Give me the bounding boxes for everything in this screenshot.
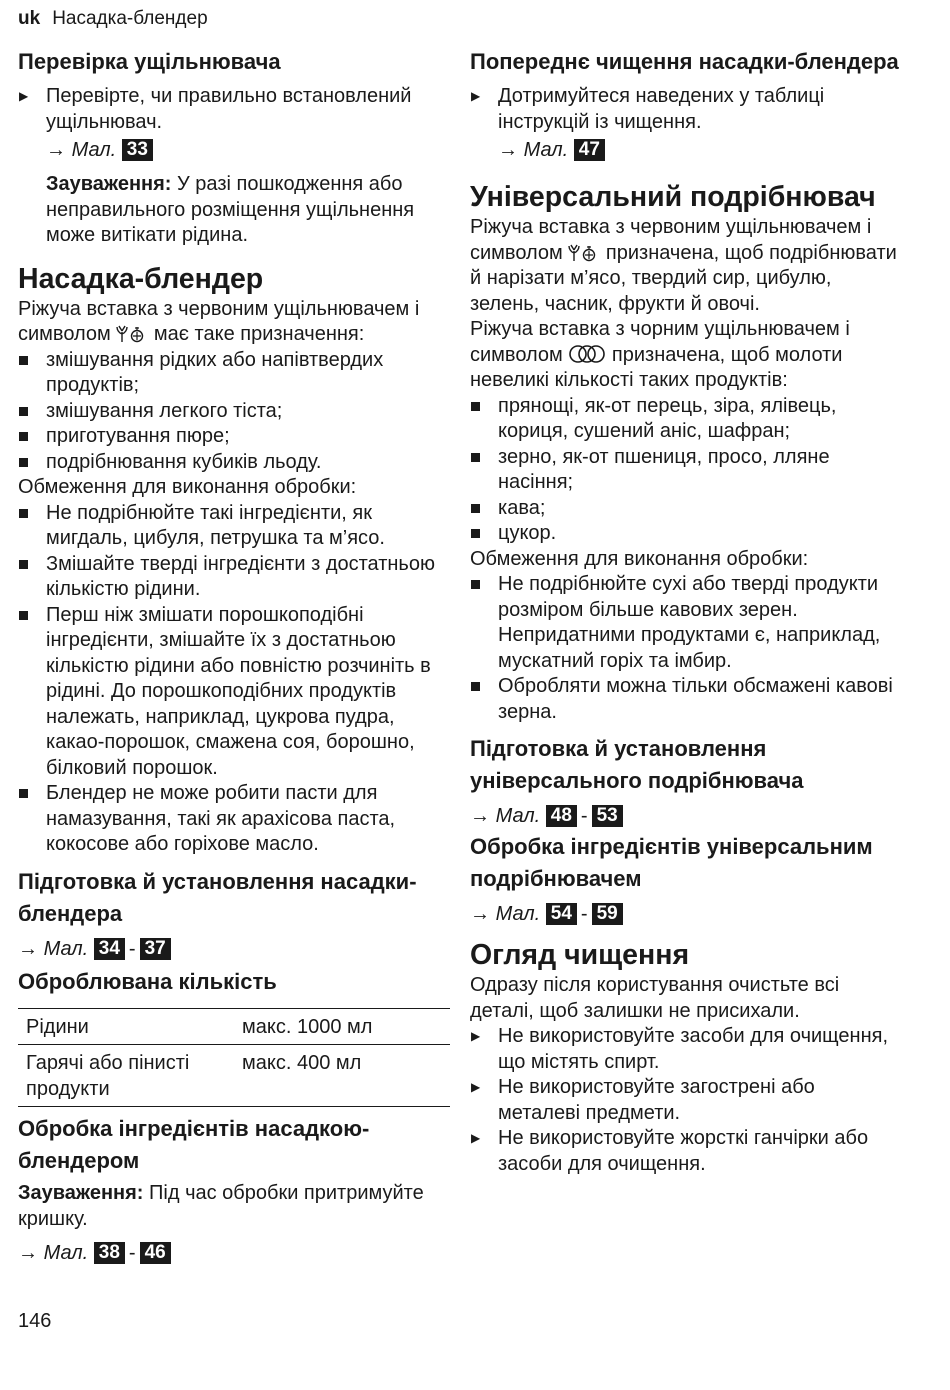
running-header	[18, 8, 208, 30]
square-bullet-icon	[19, 560, 28, 569]
figure-number: 38	[94, 1242, 125, 1264]
header-title: Насадка-блендер	[52, 8, 208, 29]
preclean-heading: Попереднє чищення насадки-блендера	[470, 49, 899, 74]
quantity-table	[18, 1008, 450, 1108]
seal-check-steps	[18, 84, 450, 135]
figure-number: 54	[546, 903, 577, 925]
list-item: ▶ Перевірте, чи правильно встановлений ущільнювач.	[19, 85, 412, 133]
left-column	[18, 46, 450, 1268]
chopper-paragraph-red: Ріжуча вставка з червоним ущільнювачем і символом призначена, щоб подрібнювати й нарізати м’ясо, твердий сир, цибулю, зелень, часник, фрукти й овочі.	[470, 216, 897, 315]
list-item: ▶ Не використовуйте жорсткі ганчірки або засоби для очищення.	[471, 1127, 869, 1175]
figure-number: 47	[574, 139, 605, 161]
square-bullet-icon	[19, 789, 28, 798]
table-cell: Гарячі або пінисті продукти	[26, 1052, 190, 1100]
figure-number: 46	[140, 1242, 171, 1264]
blender-prep-heading: Підготовка й установлення насадки-блендера	[18, 868, 417, 926]
list-item: змішування легкого тіста;	[18, 399, 450, 425]
chopper-prep-heading: Підготовка й установлення універсального подрібнювача	[470, 736, 804, 793]
figure-number: 53	[592, 805, 623, 827]
arrow-bullet-icon: ▶	[19, 89, 29, 103]
square-bullet-icon	[471, 580, 480, 589]
limits-title: Обмеження для виконання обробки:	[470, 547, 809, 570]
list-item: кава;	[470, 496, 902, 522]
list-item: зерно, як-от пшениця, просо, лляне насіння;	[470, 445, 902, 496]
herb-onion-symbol-icon	[568, 244, 600, 262]
list-item: ▶ Не використовуйте засоби для очищення, що містять спирт.	[471, 1025, 888, 1073]
limits-title: Обмеження для виконання обробки:	[18, 476, 357, 498]
figure-number: 33	[122, 139, 153, 161]
list-item: Змішайте тверді інгредієнти з достатньою кількістю рідини.	[18, 552, 450, 603]
figure-reference: → Мал. 33	[46, 135, 450, 165]
square-bullet-icon	[19, 432, 28, 441]
arrow-bullet-icon: ▶	[471, 1131, 481, 1145]
figure-number: 48	[546, 805, 577, 827]
list-item: цукор.	[470, 521, 902, 547]
chopper-heading: Універсальний подрібнювач	[470, 181, 876, 213]
list-item: Обробляти можна тільки обсмажені кавові зерна.	[470, 674, 902, 725]
seal-check-heading: Перевірка ущільнювача	[18, 49, 281, 74]
seal-note: Зауваження: У разі пошкодження або неправильного розміщення ущільнення може витікати рідина.	[46, 173, 415, 246]
arrow-bullet-icon: ▶	[471, 1029, 481, 1043]
quantity-heading: Оброблювана кількість	[18, 968, 277, 994]
figure-number: 59	[592, 903, 623, 925]
page-number: 146	[18, 1310, 52, 1332]
language-code: uk	[18, 8, 41, 29]
square-bullet-icon	[471, 682, 480, 691]
list-item: Не подрібнюйте такі інгредієнти, як мигдаль, цибуля, петрушка та м’ясо.	[18, 501, 450, 552]
table-row	[18, 1008, 450, 1045]
figure-number: 34	[94, 938, 125, 960]
chopper-limits-list	[470, 572, 902, 725]
square-bullet-icon	[19, 611, 28, 620]
right-column	[470, 46, 902, 1177]
table-cell: макс. 400 мл	[242, 1052, 362, 1074]
figure-number: 37	[140, 938, 171, 960]
figure-reference: → Мал. 38 - 46	[18, 1238, 450, 1268]
blender-limits-list	[18, 501, 450, 858]
square-bullet-icon	[19, 356, 28, 365]
arrow-bullet-icon: ▶	[471, 89, 481, 103]
blender-intro: Ріжуча вставка з червоним ущільнювачем і символом має таке призначення:	[18, 297, 420, 345]
figure-reference: → Мал. 48 - 53	[470, 801, 902, 831]
herb-onion-symbol-icon	[116, 325, 148, 343]
table-row	[18, 1045, 450, 1107]
chopper-items-list	[470, 394, 902, 547]
list-item: Не подрібнюйте сухі або тверді продукти розміром більше кавових зерен. Непридатними продуктами є, наприклад, мускатний горіх та імбир.	[470, 572, 902, 674]
square-bullet-icon	[471, 453, 480, 462]
square-bullet-icon	[19, 407, 28, 416]
square-bullet-icon	[471, 504, 480, 513]
cleaning-intro: Одразу після користування очистьте всі деталі, щоб залишки не присихали.	[470, 974, 840, 1022]
figure-reference: → Мал. 47	[498, 135, 902, 165]
list-item: Перш ніж змішати порошкоподібні інгредієнти, змішайте їх з достатньою кількістю рідини або повністю розчиніть в рідині. До порошкоподібних продуктів належать, наприклад, цукрова пудра, какао-порошок, смажена соя, борошно, білковий порошок.	[18, 603, 450, 782]
square-bullet-icon	[471, 529, 480, 538]
list-item: ▶ Не використовуйте загострені або металеві предмети.	[471, 1076, 815, 1124]
cleaning-heading: Огляд чищення	[470, 939, 690, 971]
blender-uses-list	[18, 348, 450, 476]
table-cell: макс. 1000 мл	[242, 1015, 373, 1038]
cleaning-steps	[470, 1024, 902, 1177]
preclean-steps	[470, 84, 902, 135]
figure-reference: → Мал. 34 - 37	[18, 934, 450, 964]
list-item: приготування пюре;	[18, 424, 450, 450]
square-bullet-icon	[19, 458, 28, 467]
list-item: ▶ Дотримуйтеся наведених у таблиці інструкцій із чищення.	[471, 85, 825, 133]
figure-reference: → Мал. 54 - 59	[470, 899, 902, 929]
list-item: прянощі, як-от перець, зіра, ялівець, кориця, сушений аніс, шафран;	[470, 394, 902, 445]
list-item: змішування рідких або напівтвердих продуктів;	[18, 348, 450, 399]
blender-processing-heading: Обробка інгредієнтів насадкою-блендером	[18, 1116, 370, 1173]
chopper-paragraph-black: Ріжуча вставка з чорним ущільнювачем і символом призначена, щоб молоти невеликі кількості таких продуктів:	[470, 318, 850, 391]
table-cell: Рідини	[26, 1015, 89, 1038]
square-bullet-icon	[471, 402, 480, 411]
arrow-bullet-icon: ▶	[471, 1080, 481, 1094]
blender-heading: Насадка-блендер	[18, 262, 264, 295]
chopper-processing-heading: Обробка інгредієнтів універсальним подрібнювачем	[470, 834, 873, 891]
list-item: Блендер не може робити пасти для намазування, такі як арахісова паста, кокосове або горіхове масло.	[18, 781, 450, 858]
square-bullet-icon	[19, 509, 28, 518]
coffee-beans-symbol-icon	[568, 344, 606, 364]
list-item: подрібнювання кубиків льоду.	[18, 450, 450, 476]
processing-note: Зауваження: Під час обробки притримуйте кришку.	[18, 1182, 424, 1230]
